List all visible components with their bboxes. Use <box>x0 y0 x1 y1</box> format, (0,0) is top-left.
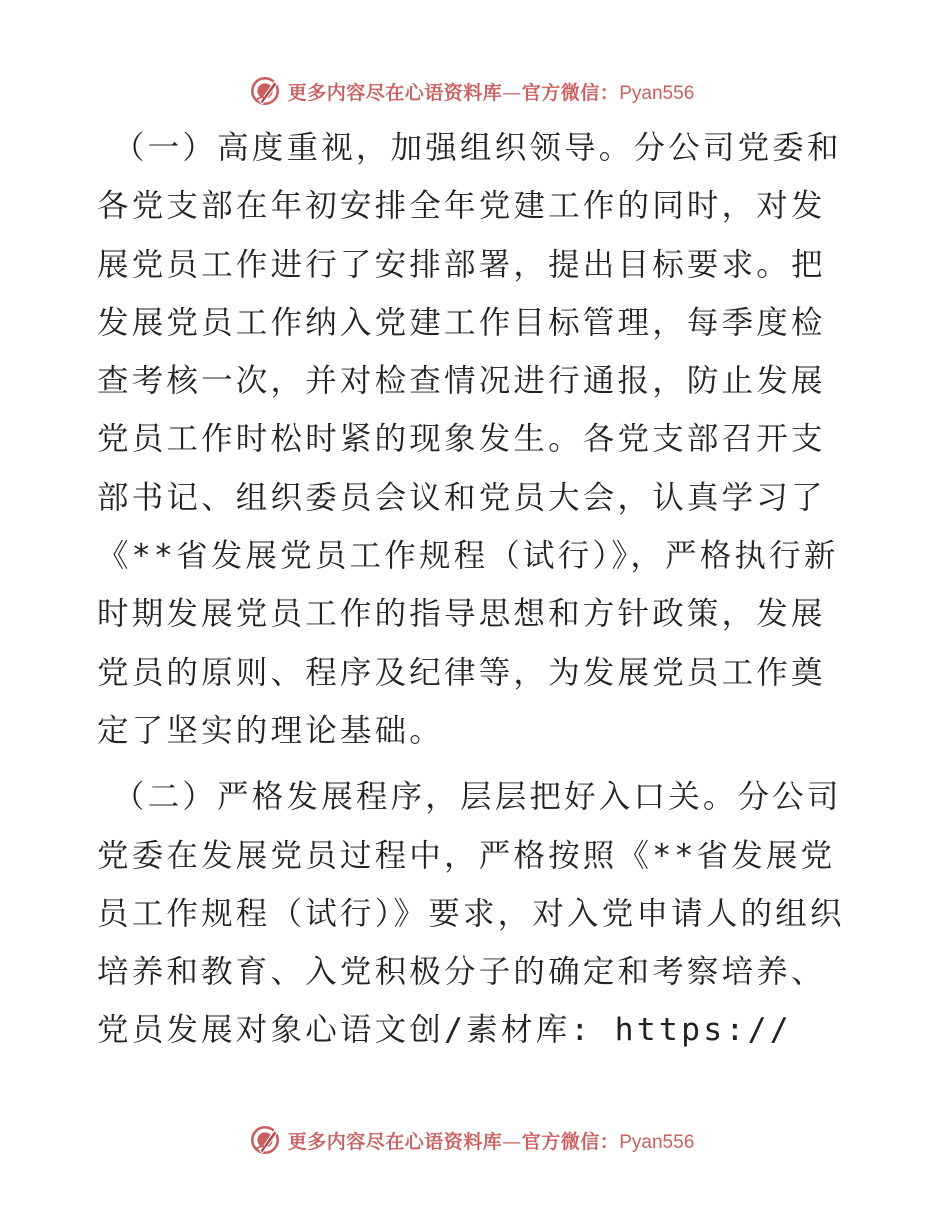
pen-circle-logo-icon <box>248 74 282 108</box>
document-body <box>97 119 857 1060</box>
banner-text <box>288 78 695 105</box>
banner-label-text: 官方微信： <box>521 1130 620 1153</box>
banner-label-text: 官方微信： <box>521 81 620 104</box>
banner-main-text: 更多内容尽在心语资料库 <box>287 1130 503 1153</box>
banner-separator: — <box>502 81 522 104</box>
pen-circle-logo-icon <box>248 1123 282 1157</box>
banner-separator: — <box>502 1130 522 1153</box>
paragraph-1: （一）高度重视，加强组织领导。分公司党委和各党支部在年初安排全年党建工作的同时，对发展党员工作进行了安排部署，提出目标要求。把发展党员工作纳入党建工作目标管理，每季度检查考核一次，并对检查情况进行通报，防止发展党员工作时松时紧的现象发生。各党支部召开支部书记、组织委员会议和党员大会，认真学习了《**省发展党员工作规程（试行）》，严格执行新时期发展党员工作的指导思想和方针政策，发展党员的原则、程序及纪律等，为发展党员工作奠定了坚实的理论基础。 <box>97 130 842 749</box>
paragraph-2: （二）严格发展程序，层层把好入口关。分公司党委在发展党员过程中，严格按照《**省发展党员工作规程（试行）》要求，对入党申请人的组织培养和教育、入党积极分子的确定和考察培养、党员发展对象心语文创/素材库: https:// <box>97 779 845 1049</box>
banner-brand-text: Pyan556 <box>619 82 695 104</box>
footer-watermark-banner <box>0 1120 950 1160</box>
banner-main-text: 更多内容尽在心语资料库 <box>287 81 503 104</box>
header-watermark-banner <box>0 71 950 111</box>
banner-text <box>288 1127 695 1154</box>
banner-brand-text: Pyan556 <box>619 1131 695 1153</box>
